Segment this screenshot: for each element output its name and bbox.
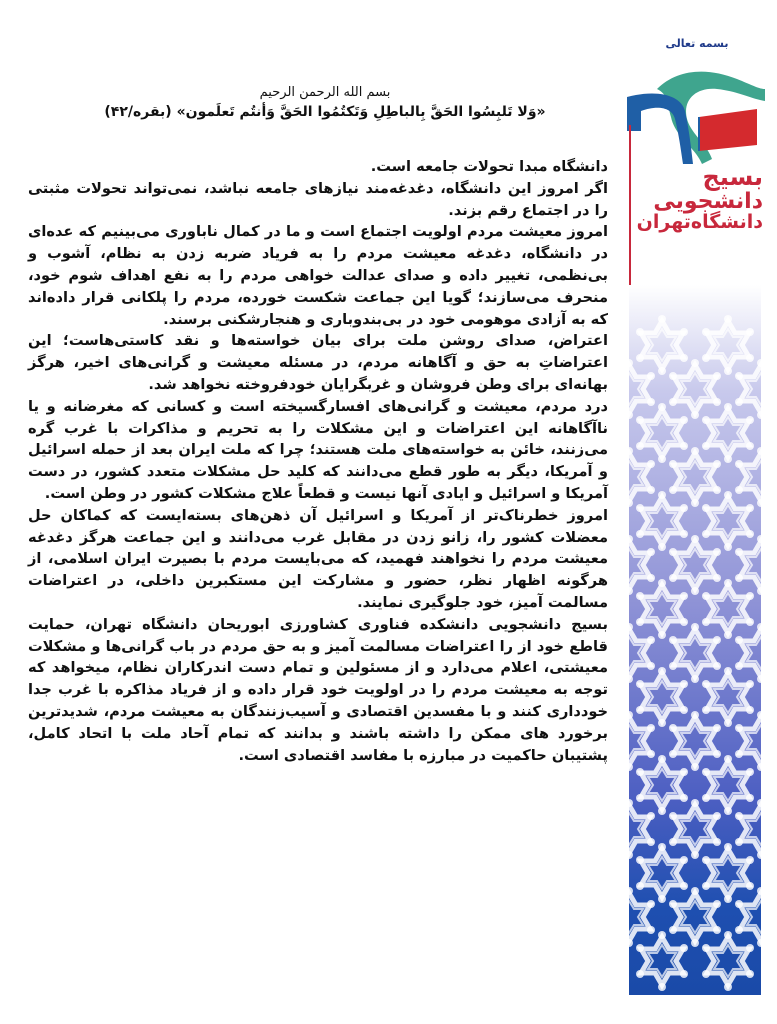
star-pattern-icon bbox=[629, 285, 761, 995]
paragraph: امروز خطرناک‌تر از آمریکا و اسرائیل آن ذهن‌های بسته‌ایست که کماکان حل معضلات کشور را، زانو زدن در مقابل غرب می‌دانند و این جماعت هرگز دغدغه معیشت مردم را نخواهند فهمید، که می‌بایست مردم با بصیرت ایران اسلامی، از هرگونه اظهار نظر، حضور و مشارکت این مستکبرین داخلی، در اعتراضات مسالمت آمیز، خود جلوگیری نمایند. bbox=[28, 506, 608, 611]
logo-line-university: دانشگاه‌تهران bbox=[636, 211, 763, 234]
islamic-pattern-strip bbox=[629, 285, 761, 995]
paragraph: امروز معیشت مردم اولویت اجتماع است و ما در کمال ناباوری می‌بینیم که عده‌ای در دانشگاه، دغدغه معیشت مردم را به فریاد ضربه زدن به نظام، آشوب و بی‌نظمی، تغییر داده و صدای عدالت خواهی مردم را به نفع اهداف شوم خود، منحرف می‌سازند؛ گویا این جماعت شکست خورده، مردم را پلکانی قرار داده‌اند که به آزادی موهومی خود در بی‌بندوباری و هنجارشکنی برسند. bbox=[28, 223, 608, 328]
paragraph: بسیج دانشجویی دانشکده فناوری کشاورزی ابوریحان دانشگاه تهران، حمایت قاطع خود از را اعتراضات مسالمت آمیز و به حق مردم در باب گرانی‌ها و مشکلات معیشتی، اعلام می‌دارد و از مسئولین و تمام دست اندرکاران نظام، میخواهد که توجه به معیشت مردم را در اولویت خود قرار داده و از فریاد مذاکره با غرب جدا خودداری کنند و با مفسدین اقتصادی و آسیب‌زنندگان به معیشت مردم، شدیدترین برخورد های ممکن را داشته باشند و بدانند که تمام آحاد ملت با اتحاد کامل، پشتیبان حاکمیت در مبارزه با مفاسد اقتصادی است. bbox=[28, 615, 608, 764]
basij-logo-text bbox=[633, 165, 763, 233]
statement-body bbox=[28, 156, 608, 766]
red-divider-line bbox=[629, 125, 631, 285]
paragraph: درد مردم، معیشت و گرانی‌های افسارگسیخته است و کسانی که مغرضانه و یا ناآگاهانه این اعتراضات و این مشکلات را به تحریم و مذاکرات با غرب گره می‌زنند، خائن به خواسته‌های ملت هستند؛ چرا که ملت ایران بعد از حمله اسرائیل و آمریکا، دیگر به طور قطع می‌دانند که کلید حل مشکلات متعدد کشور، در دست آمریکا و اسرائیل و ایادی آنها نیست و قطعاً علاج مشکلات کشور در وطن است. bbox=[28, 397, 608, 502]
logo-line-basij: بسیج bbox=[702, 163, 763, 191]
paragraph: اگر امروز این دانشگاه، دغدغه‌مند نیازهای جامعه نباشد، نمی‌تواند تحولات مثبتی را در اجتماع رقم بزند. bbox=[28, 179, 608, 219]
quran-verse: «وَلا تَلبِسُوا الحَقَّ بِالباطِلِ وَتَکتُمُوا الحَقَّ وَأنتُم تَعلَمون» (بقره/۴۲) bbox=[104, 104, 546, 120]
banner-top-label: بسمه تعالی bbox=[665, 37, 729, 50]
banner-header bbox=[627, 25, 767, 275]
side-banner bbox=[627, 25, 767, 1015]
document-header bbox=[40, 84, 610, 122]
basij-logo-icon bbox=[627, 59, 767, 169]
paragraph: دانشگاه مبدا تحولات جامعه است. bbox=[370, 158, 608, 175]
basmala: بسم الله الرحمن الرحیم bbox=[259, 85, 391, 100]
logo-line-students: دانشجویی bbox=[653, 189, 763, 215]
paragraph: اعتراض، صدای روشن ملت برای بیان خواسته‌ها و نقد کاستی‌هاست؛ این اعتراضاتِ به حق و آگاهانه مردم، در مسئله معیشت و گرانی‌های اخیر، هرگز بهانه‌ای برای وطن فروشان و غربگرایان خودفروخته نخواهد شد. bbox=[28, 332, 608, 393]
